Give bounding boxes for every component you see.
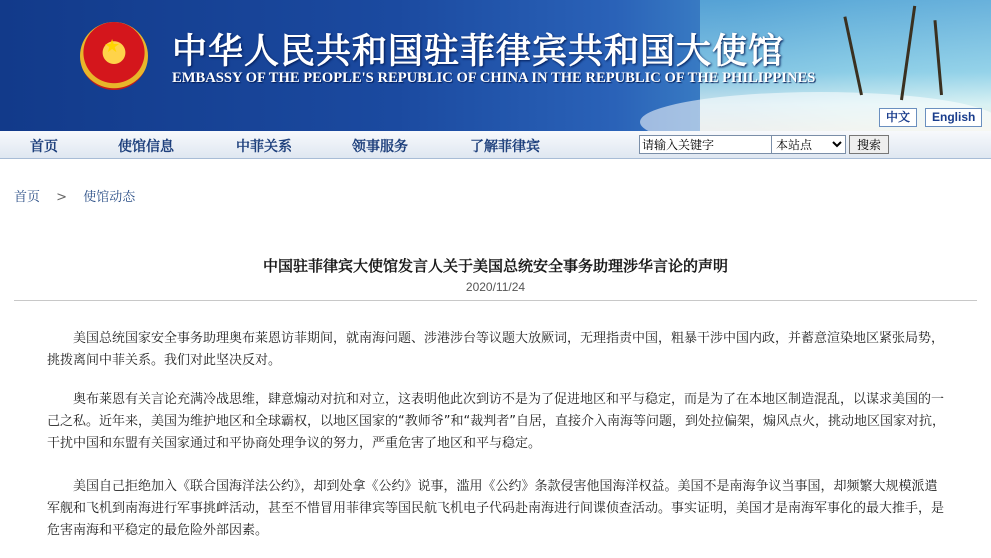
- search-scope-select[interactable]: [771, 135, 846, 154]
- main-nav: [0, 131, 991, 159]
- nav-item-about-philippines[interactable]: 了解菲律宾: [470, 139, 540, 155]
- header-banner: [0, 0, 991, 131]
- nav-item-consular[interactable]: 领事服务: [352, 139, 408, 155]
- nav-item-home[interactable]: 首页: [30, 139, 58, 155]
- breadcrumb-home-link[interactable]: 首页: [14, 190, 41, 205]
- article-date: 2020/11/24: [465, 280, 526, 294]
- search-button[interactable]: 搜索: [849, 135, 889, 154]
- article-title: 中国驻菲律宾大使馆发言人关于美国总统安全事务助理涉华言论的声明: [262, 257, 728, 275]
- nav-item-china-philippines[interactable]: 中菲关系: [236, 139, 292, 155]
- article-paragraph: 美国总统国家安全事务助理奥布莱恩访菲期间，就南海问题、涉港涉台等议题大放厥词，无理指责中国，粗暴干涉中国内政，并蓄意渲染地区紧张局势，挑拨离间中菲关系。我们对此坚决反对。: [47, 331, 945, 368]
- nav-item-embassy-info[interactable]: 使馆信息: [118, 139, 174, 155]
- lang-en-button[interactable]: English: [925, 108, 982, 127]
- lang-cn-button[interactable]: 中文: [879, 108, 917, 127]
- breadcrumb-separator: >: [56, 190, 68, 205]
- national-emblem-icon: ★: [80, 22, 148, 90]
- breadcrumb: [14, 186, 135, 205]
- divider: [14, 300, 977, 301]
- breadcrumb-current-link[interactable]: 使馆动态: [83, 190, 136, 205]
- article-paragraph: 奥布莱恩有关言论充满冷战思维，肆意煽动对抗和对立，这表明他此次到访不是为了促进地区和平与稳定，而是为了在本地区制造混乱，以谋求美国的一己之私。近年来，美国为维护地区和全球霸权，以地区国家的“教师爷”和“裁判者”自居，直接介入南海等问题，到处拉偏架，煽风点火，挑动地区国家对抗，干扰中国和东盟有关国家通过和平协商处理争议的努力，严重危害了地区和平与稳定。: [47, 392, 945, 451]
- search-input[interactable]: [639, 135, 772, 154]
- article-paragraph: 美国自己拒绝加入《联合国海洋法公约》，却到处拿《公约》说事，滥用《公约》条款侵害他国海洋权益。美国不是南海争议当事国，却频繁大规模派遣军舰和飞机到南海进行军事挑衅活动，甚至不惜冒用菲律宾等国民航飞机电子代码赴南海进行间谍侦查活动。事实证明，美国才是南海军事化的最大推手，是危害南海和平稳定的最危险外部因素。: [47, 479, 945, 538]
- site-title-en: EMBASSY OF THE PEOPLE'S REPUBLIC OF CHINA IN THE REPUBLIC OF THE PHILIPPINES: [172, 70, 816, 86]
- site-title-cn: 中华人民共和国驻菲律宾共和国大使馆: [172, 31, 785, 72]
